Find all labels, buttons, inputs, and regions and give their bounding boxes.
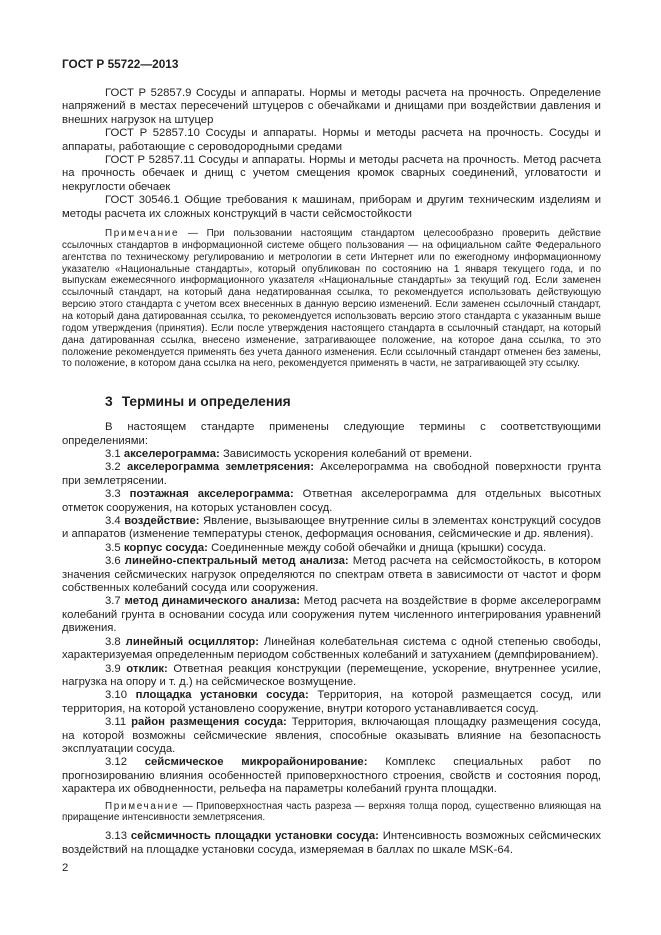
term-3-3: [62, 488, 601, 515]
term-name: корпус сосуда:: [123, 541, 208, 554]
term-name: метод динамического анализа:: [124, 595, 301, 608]
term-definition: Зависимость ускорения колебаний от времени.: [222, 448, 473, 460]
term-definition: Ответная акселерограмма для отдельных высотных отметок сооружения, на которых установлен сосуд.: [62, 488, 602, 514]
term-name: линейный осциллятор:: [125, 635, 259, 648]
term-number: 3.1: [105, 448, 121, 460]
term-definition: Территория, на которой размещается сосуд, или территория, на которой установлено сооружение, внутри которого устанавливается сосуд.: [62, 689, 602, 715]
term-definition: Явление, вызывающее внутренние силы в элементах конструкций сосудов и аппаратов (изменение температуры стенок, деформация основания, сейсмические и др. явления).: [62, 515, 602, 541]
terms-note: [62, 801, 601, 825]
term-definition: Ответная реакция конструкции (перемещение, ускорение, внутреннее усилие, нагрузка на опору и т. д.) на сейсмическое возмущение.: [62, 662, 602, 688]
section-intro: В настоящем стандарте применены следующие термины с соответствующими определениями:: [62, 421, 601, 447]
term-3-9: [62, 663, 601, 690]
term-name: поэтажная акселерограмма:: [129, 488, 294, 501]
term-name: площадка установки сосуда:: [135, 689, 309, 702]
term-number: 3.5: [105, 541, 121, 554]
term-3-8: [62, 636, 601, 663]
term-definition: Территория, включающая площадку размещения сосуда, на которой возможны сейсмические явления, способные оказывать влияние на безопасность эксплуатации сосуда.: [62, 716, 601, 755]
term-number: 3.3: [105, 488, 121, 501]
term-3-12: [62, 756, 601, 796]
term-number: 3.6: [105, 555, 121, 568]
term-name: воздействие:: [124, 515, 200, 528]
reference-paragraph: ГОСТ 30546.1 Общие требования к машинам, приборам и другим техническим изделиям и методы расчета их сложных конструкций в части сейсмостойкости: [62, 194, 601, 220]
term-3-7: [62, 595, 601, 635]
term-3-11: [62, 716, 601, 756]
term-number: 3.12: [105, 756, 127, 769]
term-number: 3.2: [105, 461, 121, 474]
note-label: Примечание: [105, 800, 180, 812]
reference-paragraph: ГОСТ Р 52857.11 Сосуды и аппараты. Нормы и методы расчета на прочность. Метод расчета на прочность обечаек и днищ с учетом смещения кромок сварных соединений, угловатости и некруглости обечаек: [62, 154, 601, 193]
section-heading: [62, 393, 601, 410]
term-3-4: [62, 515, 601, 542]
term-definition: Линейная колебательная система с одной степенью свободы, характеризуемая определенным периодом собственных колебаний и затуханием (демпфированием).: [62, 635, 601, 662]
term-3-13: [62, 830, 601, 857]
standard-designation: ГОСТ Р 55722—2013: [62, 57, 179, 71]
reference-paragraph: ГОСТ Р 52857.10 Сосуды и аппараты. Нормы и методы расчета на прочность. Сосуды и аппараты, работающие с сероводородными средами: [62, 127, 601, 153]
document-header: [62, 57, 601, 71]
term-number: 3.7: [105, 595, 121, 608]
section-title: Термины и определения: [121, 394, 291, 410]
references-note: [62, 228, 601, 370]
term-definition: Комплекс специальных работ по прогнозированию влияния особенностей приповерхностного строения, свойств и состояния пород, характера их обводненности, рельефа на параметры колебаний грунта площадки.: [62, 756, 601, 796]
section-number: 3: [105, 394, 113, 410]
term-number: 3.11: [105, 716, 127, 729]
term-name: отклик:: [126, 662, 168, 675]
term-definition: Акселерограмма на свободной поверхности грунта при землетрясении.: [62, 461, 601, 487]
term-3-6: [62, 555, 601, 595]
term-3-2: [62, 461, 601, 488]
term-3-10: [62, 689, 601, 716]
term-name: акселерограмма:: [123, 448, 220, 460]
term-definition: Соединенные между собой обечайки и днища (крышки) сосуда.: [211, 541, 547, 554]
term-number: 3.10: [105, 689, 127, 702]
term-number: 3.9: [105, 662, 121, 675]
term-3-5: [62, 542, 601, 555]
term-definition: Метод расчета на воздействие в форме акселерограмм колебаний грунта в основании сосуда или сооружения путем численного интегрирования уравнений движения.: [62, 595, 601, 635]
term-definition: Метод расчета на сейсмостойкость, в котором значения сейсмических нагрузок определяются по спектрам ответа в зависимости от частот и форм собственных колебаний сосуда или сооружения.: [62, 555, 602, 595]
term-3-1: [62, 448, 601, 461]
note-text: — При пользовании настоящим стандартом целесообразно проверить действие ссылочных стандартов в информационной системе общего пользования — на официальном сайте Федерального агентства по техническому регулированию и метрологии в сети Интернет или по ежегодному информационному указателю «Национальные стандарты», который опубликован по состоянию на 1 января текущего года, и по выпускам ежемесячного информационного указателя «Национальные стандарты» за текущий год. Если заменен ссылочный стандарт, на который дана недатированная ссылка, то рекомендуется использовать действующую версию этого стандарта с учетом всех внесенных в данную версию изменений. Если заменен ссылочный стандарт, на который дана датированная ссылка, то рекомендуется использовать версию этого стандарта с указанным выше годом утверждения (принятия). Если после утверждения настоящего стандарта в ссылочный стандарт, на который дана датированная ссылка, внесено изменение, затрагивающее положение, на которое дана ссылка, то это положение рекомендуется применять без учета данного изменения. Если ссылочный стандарт отменен без замены, то положение, в котором дана ссылка на него, рекомендуется применять в части, не затрагивающей эту ссылку.: [62, 228, 601, 370]
term-number: 3.4: [105, 515, 121, 528]
term-definition: Интенсивность возможных сейсмических воздействий на площадке установки сосуда, измеряемая в баллах по шкале MSK-64.: [62, 830, 602, 856]
term-number: 3.13: [105, 830, 127, 843]
term-name: район размещения сосуда:: [131, 716, 287, 729]
term-name: акселерограмма землетрясения:: [126, 461, 315, 474]
note-text: — Приповерхностная часть разреза — верхняя толща пород, существенно влияющая на приращение интенсивности землетрясения.: [62, 800, 601, 824]
term-name: линейно-спектральный метод анализа:: [124, 555, 349, 568]
term-name: сейсмическое микрорайонирование:: [144, 756, 368, 769]
page-number: 2: [62, 862, 69, 875]
note-label: Примечание: [105, 228, 180, 240]
term-name: сейсмичность площадки установки сосуда:: [130, 830, 379, 843]
reference-paragraph: ГОСТ Р 52857.9 Сосуды и аппараты. Нормы и методы расчета на прочность. Определение напряжений в местах пересечений штуцеров с обечайками и днищами при воздействии давления и внешних нагрузок на штуцер: [62, 87, 601, 126]
term-number: 3.8: [105, 635, 121, 648]
